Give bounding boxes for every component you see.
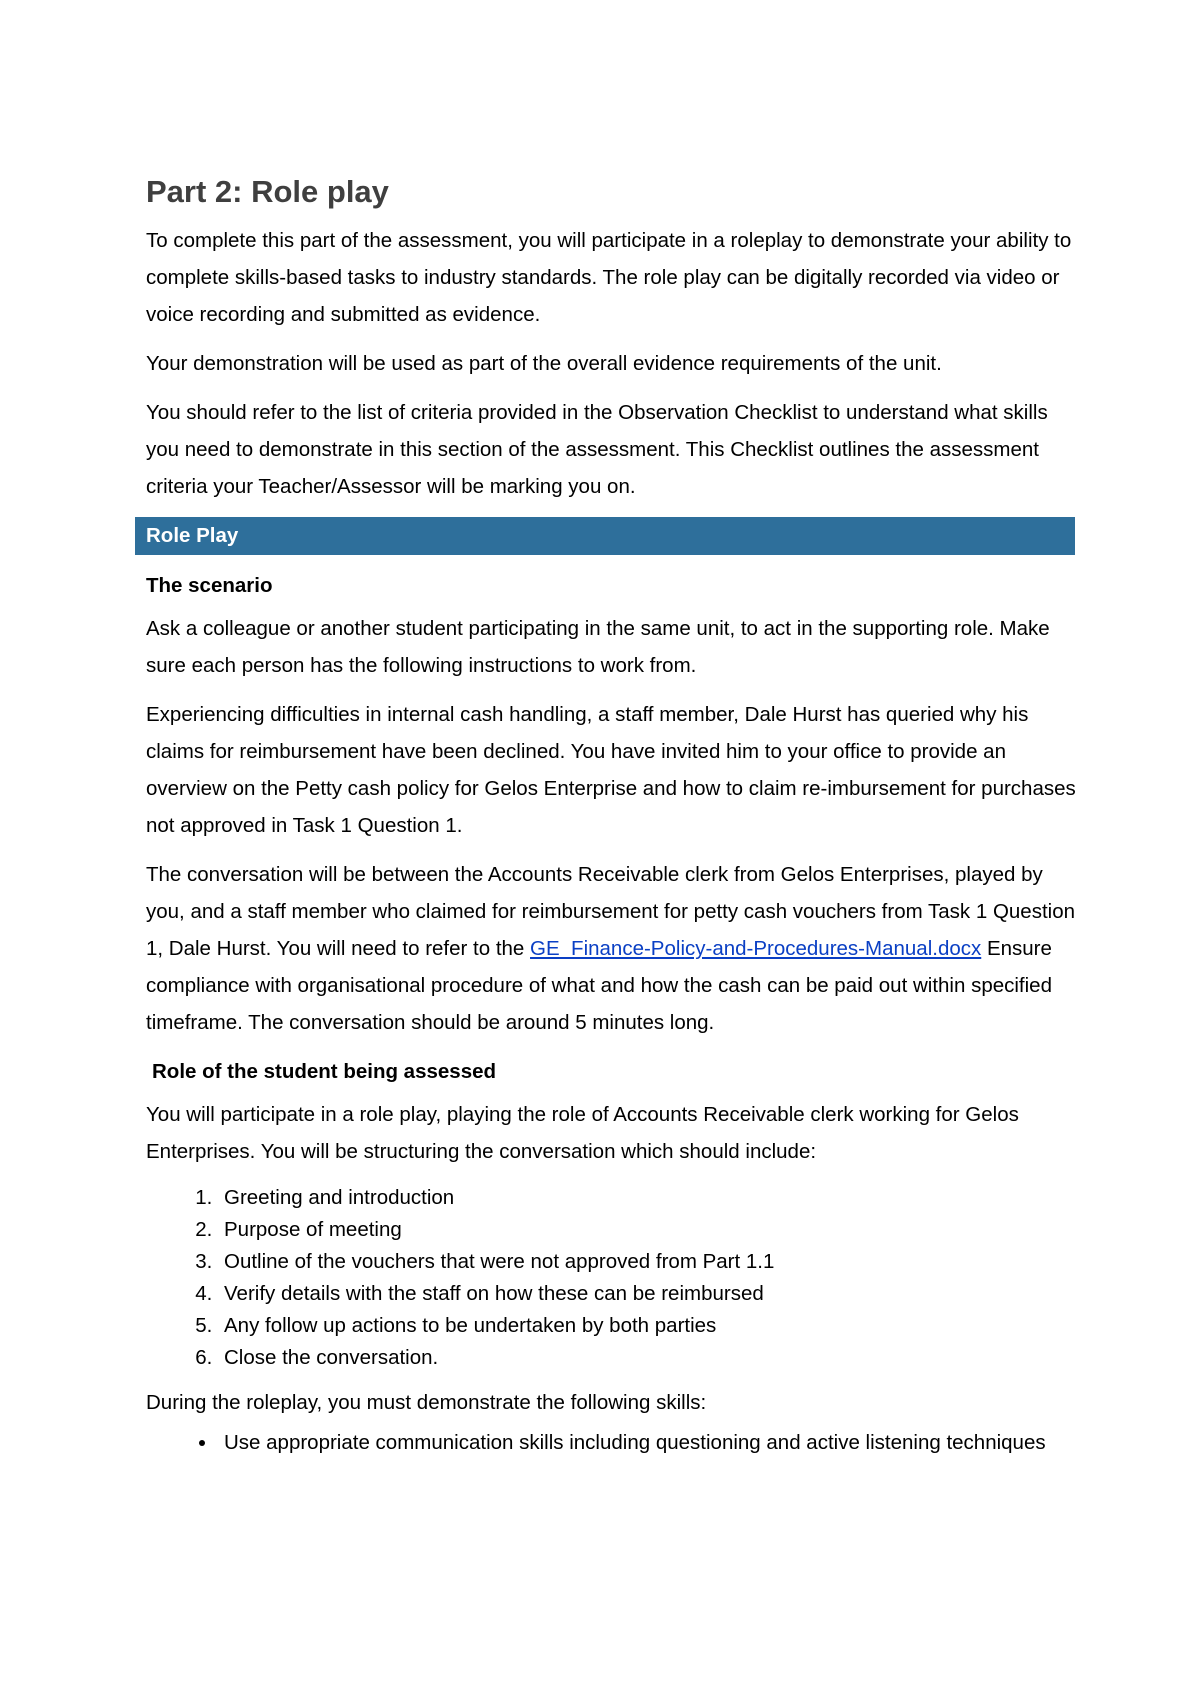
page-title: Part 2: Role play — [146, 174, 389, 209]
scenario-paragraph-2: Experiencing difficulties in internal cash handling, a staff member, Dale Hurst has queried why his claims for reimbursement have been declined. You have invited him to your office to provide an overview on the Petty cash policy for Gelos Enterprise and how to claim re-imbursement for purchases not approved in Task 1 Question 1. — [146, 703, 1076, 838]
scenario-text-before-link: The conversation will be between the Accounts Receivable clerk from Gelos Enterprises, played by you, and a staff member who claimed for reimbursement for petty cash vouchers from Task 1 Question 1, Dale Hurst. You will need to refer to the — [146, 863, 1075, 961]
list-item: 3. Outline of the vouchers that were not approved from Part 1.1 — [218, 1246, 1076, 1278]
skills-intro: During the roleplay, you must demonstrate the following skills: — [146, 1391, 707, 1415]
scenario-paragraph-3 — [146, 856, 1076, 1041]
scenario-text-after-link: Ensure compliance with organisational procedure of what and how the cash can be paid out within specified timeframe. The conversation should be around 5 minutes long. — [146, 937, 1052, 1035]
role-heading: Role of the student being assessed — [152, 1060, 497, 1084]
scenario-paragraph-1: Ask a colleague or another student participating in the same unit, to act in the supporting role. Make sure each person has the following instructions to work from. — [146, 617, 1050, 678]
list-item: 1. Greeting and introduction — [218, 1182, 1076, 1214]
list-item: 2. Purpose of meeting — [218, 1214, 1076, 1246]
intro-paragraph-3: You should refer to the list of criteria provided in the Observation Checklist to understand what skills you need to demonstrate in this section of the assessment. This Checklist outlines the assessment criteria your Teacher/Assessor will be marking you on. — [146, 401, 1048, 499]
role-paragraph: You will participate in a role play, playing the role of Accounts Receivable clerk working for Gelos Enterprises. You will be structuring the conversation which should include: — [146, 1103, 1019, 1164]
policy-manual-link[interactable]: GE_Finance-Policy-and-Procedures-Manual.docx — [530, 937, 982, 961]
intro-paragraph-2: Your demonstration will be used as part of the overall evidence requirements of the unit. — [146, 352, 942, 376]
page-content — [146, 172, 1076, 1459]
list-item: 4. Verify details with the staff on how these can be reimbursed — [218, 1278, 1076, 1310]
list-item: 6. Close the conversation. — [218, 1342, 1076, 1374]
section-banner: Role Play — [135, 517, 1075, 555]
list-item: 5. Any follow up actions to be undertaken by both parties — [218, 1310, 1076, 1342]
scenario-heading: The scenario — [146, 574, 273, 598]
intro-paragraph-1: To complete this part of the assessment, you will participate in a roleplay to demonstrate your ability to complete skills-based tasks to industry standards. The role play can be digitally recorded via video or voice recording and submitted as evidence. — [146, 229, 1072, 327]
skills-list — [146, 1427, 1076, 1459]
list-item: • Use appropriate communication skills including questioning and active listening techniques — [218, 1427, 1076, 1459]
conversation-steps-list — [146, 1182, 1076, 1374]
